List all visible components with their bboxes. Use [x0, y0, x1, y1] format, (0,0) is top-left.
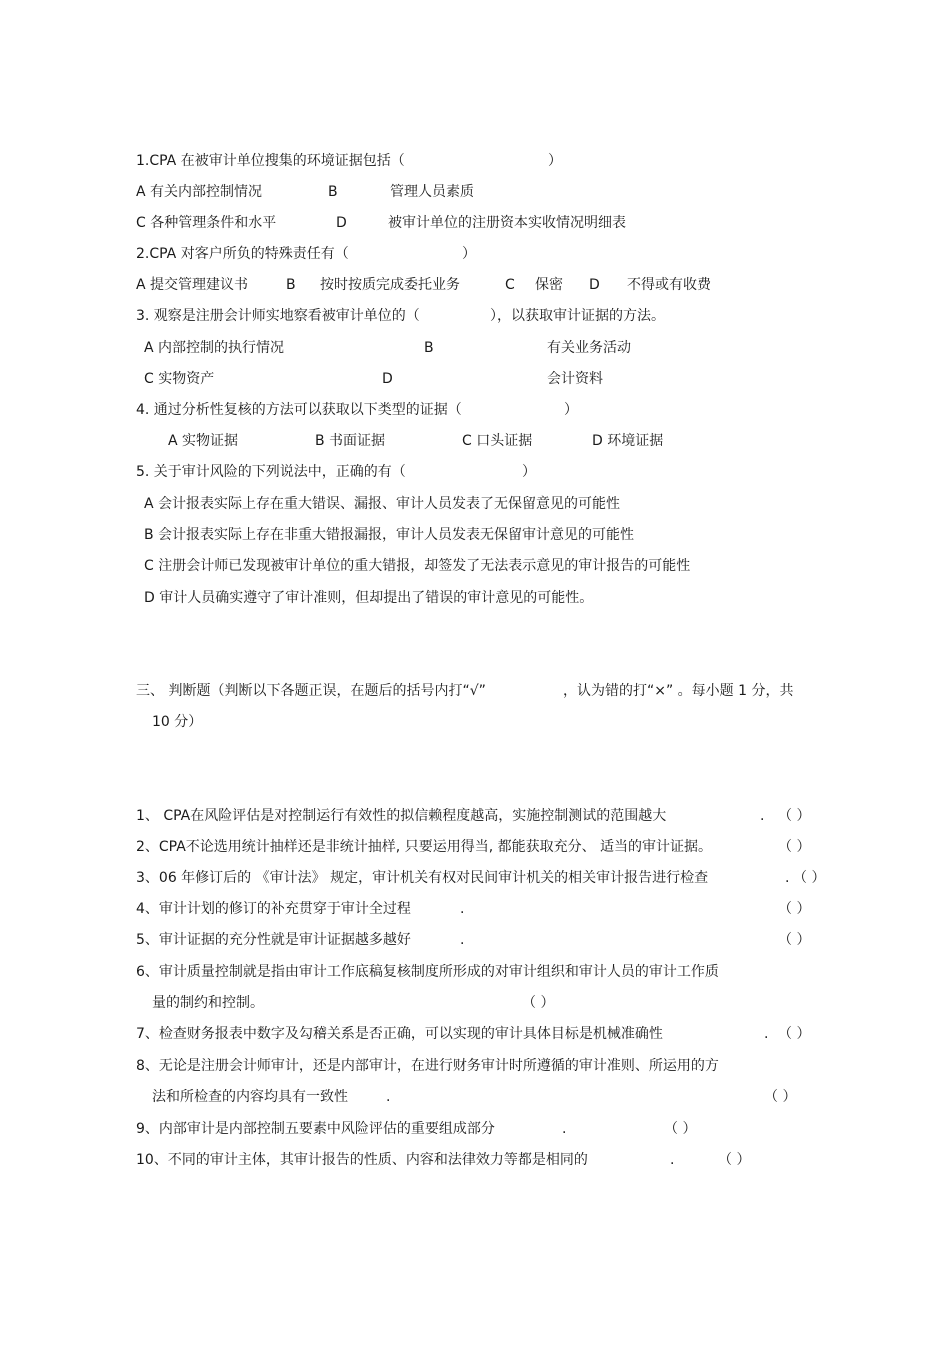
tf-item-9: 9、内部审计是内部控制五要素中风险评估的重要组成部分 [136, 1121, 495, 1137]
q4-stem: 4. 通过分析性复核的方法可以获取以下类型的证据（ [136, 402, 462, 418]
tf-item-1-paren: （ ） [778, 808, 811, 824]
tf-item-4-dot: . [460, 901, 465, 917]
q4-option-b: B 书面证据 [315, 433, 386, 449]
tf-item-10-dot: . [670, 1152, 675, 1168]
tf-item-7-dot: . [764, 1026, 769, 1042]
q2-option-c-letter: C [505, 277, 515, 293]
tf-item-9-dot: . [562, 1121, 567, 1137]
q1-stem: 1.CPA 在被审计单位搜集的环境证据包括（ [136, 153, 405, 169]
tf-item-5-paren: （ ） [778, 932, 811, 948]
q3-option-b: 有关业务活动 [547, 340, 631, 356]
tf-item-8-paren: （ ） [764, 1089, 797, 1105]
tf-item-10-paren: （ ） [718, 1152, 751, 1168]
q1-option-b: 管理人员素质 [390, 184, 474, 200]
q4-option-a: A 实物证据 [168, 433, 239, 449]
tf-item-8: 8、无论是注册会计师审计，还是内部审计，在进行财务审计时所遵循的审计准则、所运用的方 [136, 1058, 719, 1074]
q3-stem-tail: ），以获取审计证据的方法。 [490, 308, 665, 324]
tf-item-7-paren: （ ） [778, 1026, 811, 1042]
tf-item-6: 6、审计质量控制就是指由审计工作底稿复核制度所形成的对审计组织和审计人员的审计工作质 [136, 964, 719, 980]
q1-option-c: C 各种管理条件和水平 [136, 215, 277, 231]
tf-section-heading: 三、 判断题（判断以下各题正误，在题后的括号内打“√” [136, 683, 486, 699]
q1-option-d-letter: D [336, 215, 347, 231]
q3-option-d-letter: D [382, 371, 393, 387]
q3-option-a: A 内部控制的执行情况 [144, 340, 285, 356]
q1-option-a: A 有关内部控制情况 [136, 184, 263, 200]
tf-item-6-paren: （ ） [522, 995, 555, 1011]
tf-item-3-paren: （ ） [793, 870, 826, 886]
tf-item-3: 3、06 年修订后的 《审计法》 规定，审计机关有权对民间审计机关的相关审计报告进行检查 [136, 870, 709, 886]
q2-option-c: 保密 [535, 277, 563, 293]
q4-option-d: D 环境证据 [592, 433, 664, 449]
tf-item-7: 7、检查财务报表中数字及勾稽关系是否正确，可以实现的审计具体目标是机械准确性 [136, 1026, 663, 1042]
q3-stem: 3. 观察是注册会计师实地察看被审计单位的（ [136, 308, 420, 324]
q1-option-b-letter: B [328, 184, 338, 200]
tf-item-8-line2: 法和所检查的内容均具有一致性 [152, 1089, 348, 1105]
q2-option-b: 按时按质完成委托业务 [320, 277, 460, 293]
tf-item-2: 2、CPA不论选用统计抽样还是非统计抽样, 只要运用得当, 都能获取充分、 适当的审计证据。 [136, 839, 713, 855]
tf-item-8-dot: . [386, 1089, 391, 1105]
q2-stem: 2.CPA 对客户所负的特殊责任有（ [136, 246, 349, 262]
q5-answer-paren: ） [522, 464, 536, 480]
q1-answer-paren: ） [548, 153, 562, 169]
q5-stem: 5. 关于审计风险的下列说法中，正确的有（ [136, 464, 406, 480]
q4-answer-paren: ） [564, 402, 578, 418]
tf-item-1-dot: . [760, 808, 765, 824]
q2-option-b-letter: B [286, 277, 296, 293]
tf-item-3-dot: . [785, 870, 790, 886]
q5-option-c: C 注册会计师已发现被审计单位的重大错报，却签发了无法表示意见的审计报告的可能性 [144, 558, 691, 574]
tf-section-heading-line2: 10 分） [152, 714, 203, 730]
q5-option-b: B 会计报表实际上存在非重大错报漏报，审计人员发表无保留审计意见的可能性 [144, 527, 635, 543]
tf-item-4: 4、审计计划的修订的补充贯穿于审计全过程 [136, 901, 411, 917]
q3-option-d: 会计资料 [547, 371, 603, 387]
q3-option-b-letter: B [424, 340, 434, 356]
q5-option-d: D 审计人员确实遵守了审计准则，但却提出了错误的审计意见的可能性。 [144, 590, 594, 606]
q2-answer-paren: ） [462, 246, 476, 262]
tf-section-heading-cont: ，认为错的打“×” 。每小题 1 分，共 [563, 683, 794, 699]
q2-option-d-letter: D [589, 277, 600, 293]
tf-item-1: 1、 CPA在风险评估是对控制运行有效性的拟信赖程度越高，实施控制测试的范围越大 [136, 808, 667, 824]
tf-item-6-line2: 量的制约和控制。 [152, 995, 264, 1011]
q5-option-a: A 会计报表实际上存在重大错误、漏报、审计人员发表了无保留意见的可能性 [144, 496, 621, 512]
tf-item-5: 5、审计证据的充分性就是审计证据越多越好 [136, 932, 411, 948]
q1-option-d: 被审计单位的注册资本实收情况明细表 [388, 215, 626, 231]
tf-item-10: 10、不同的审计主体，其审计报告的性质、内容和法律效力等都是相同的 [136, 1152, 588, 1168]
tf-item-5-dot: . [460, 932, 465, 948]
q3-option-c: C 实物资产 [144, 371, 215, 387]
q2-option-a: A 提交管理建议书 [136, 277, 249, 293]
q2-option-d: 不得或有收费 [627, 277, 711, 293]
tf-item-4-paren: （ ） [778, 901, 811, 917]
tf-item-2-paren: （ ） [778, 839, 811, 855]
q4-option-c: C 口头证据 [462, 433, 533, 449]
tf-item-9-paren: （ ） [664, 1121, 697, 1137]
